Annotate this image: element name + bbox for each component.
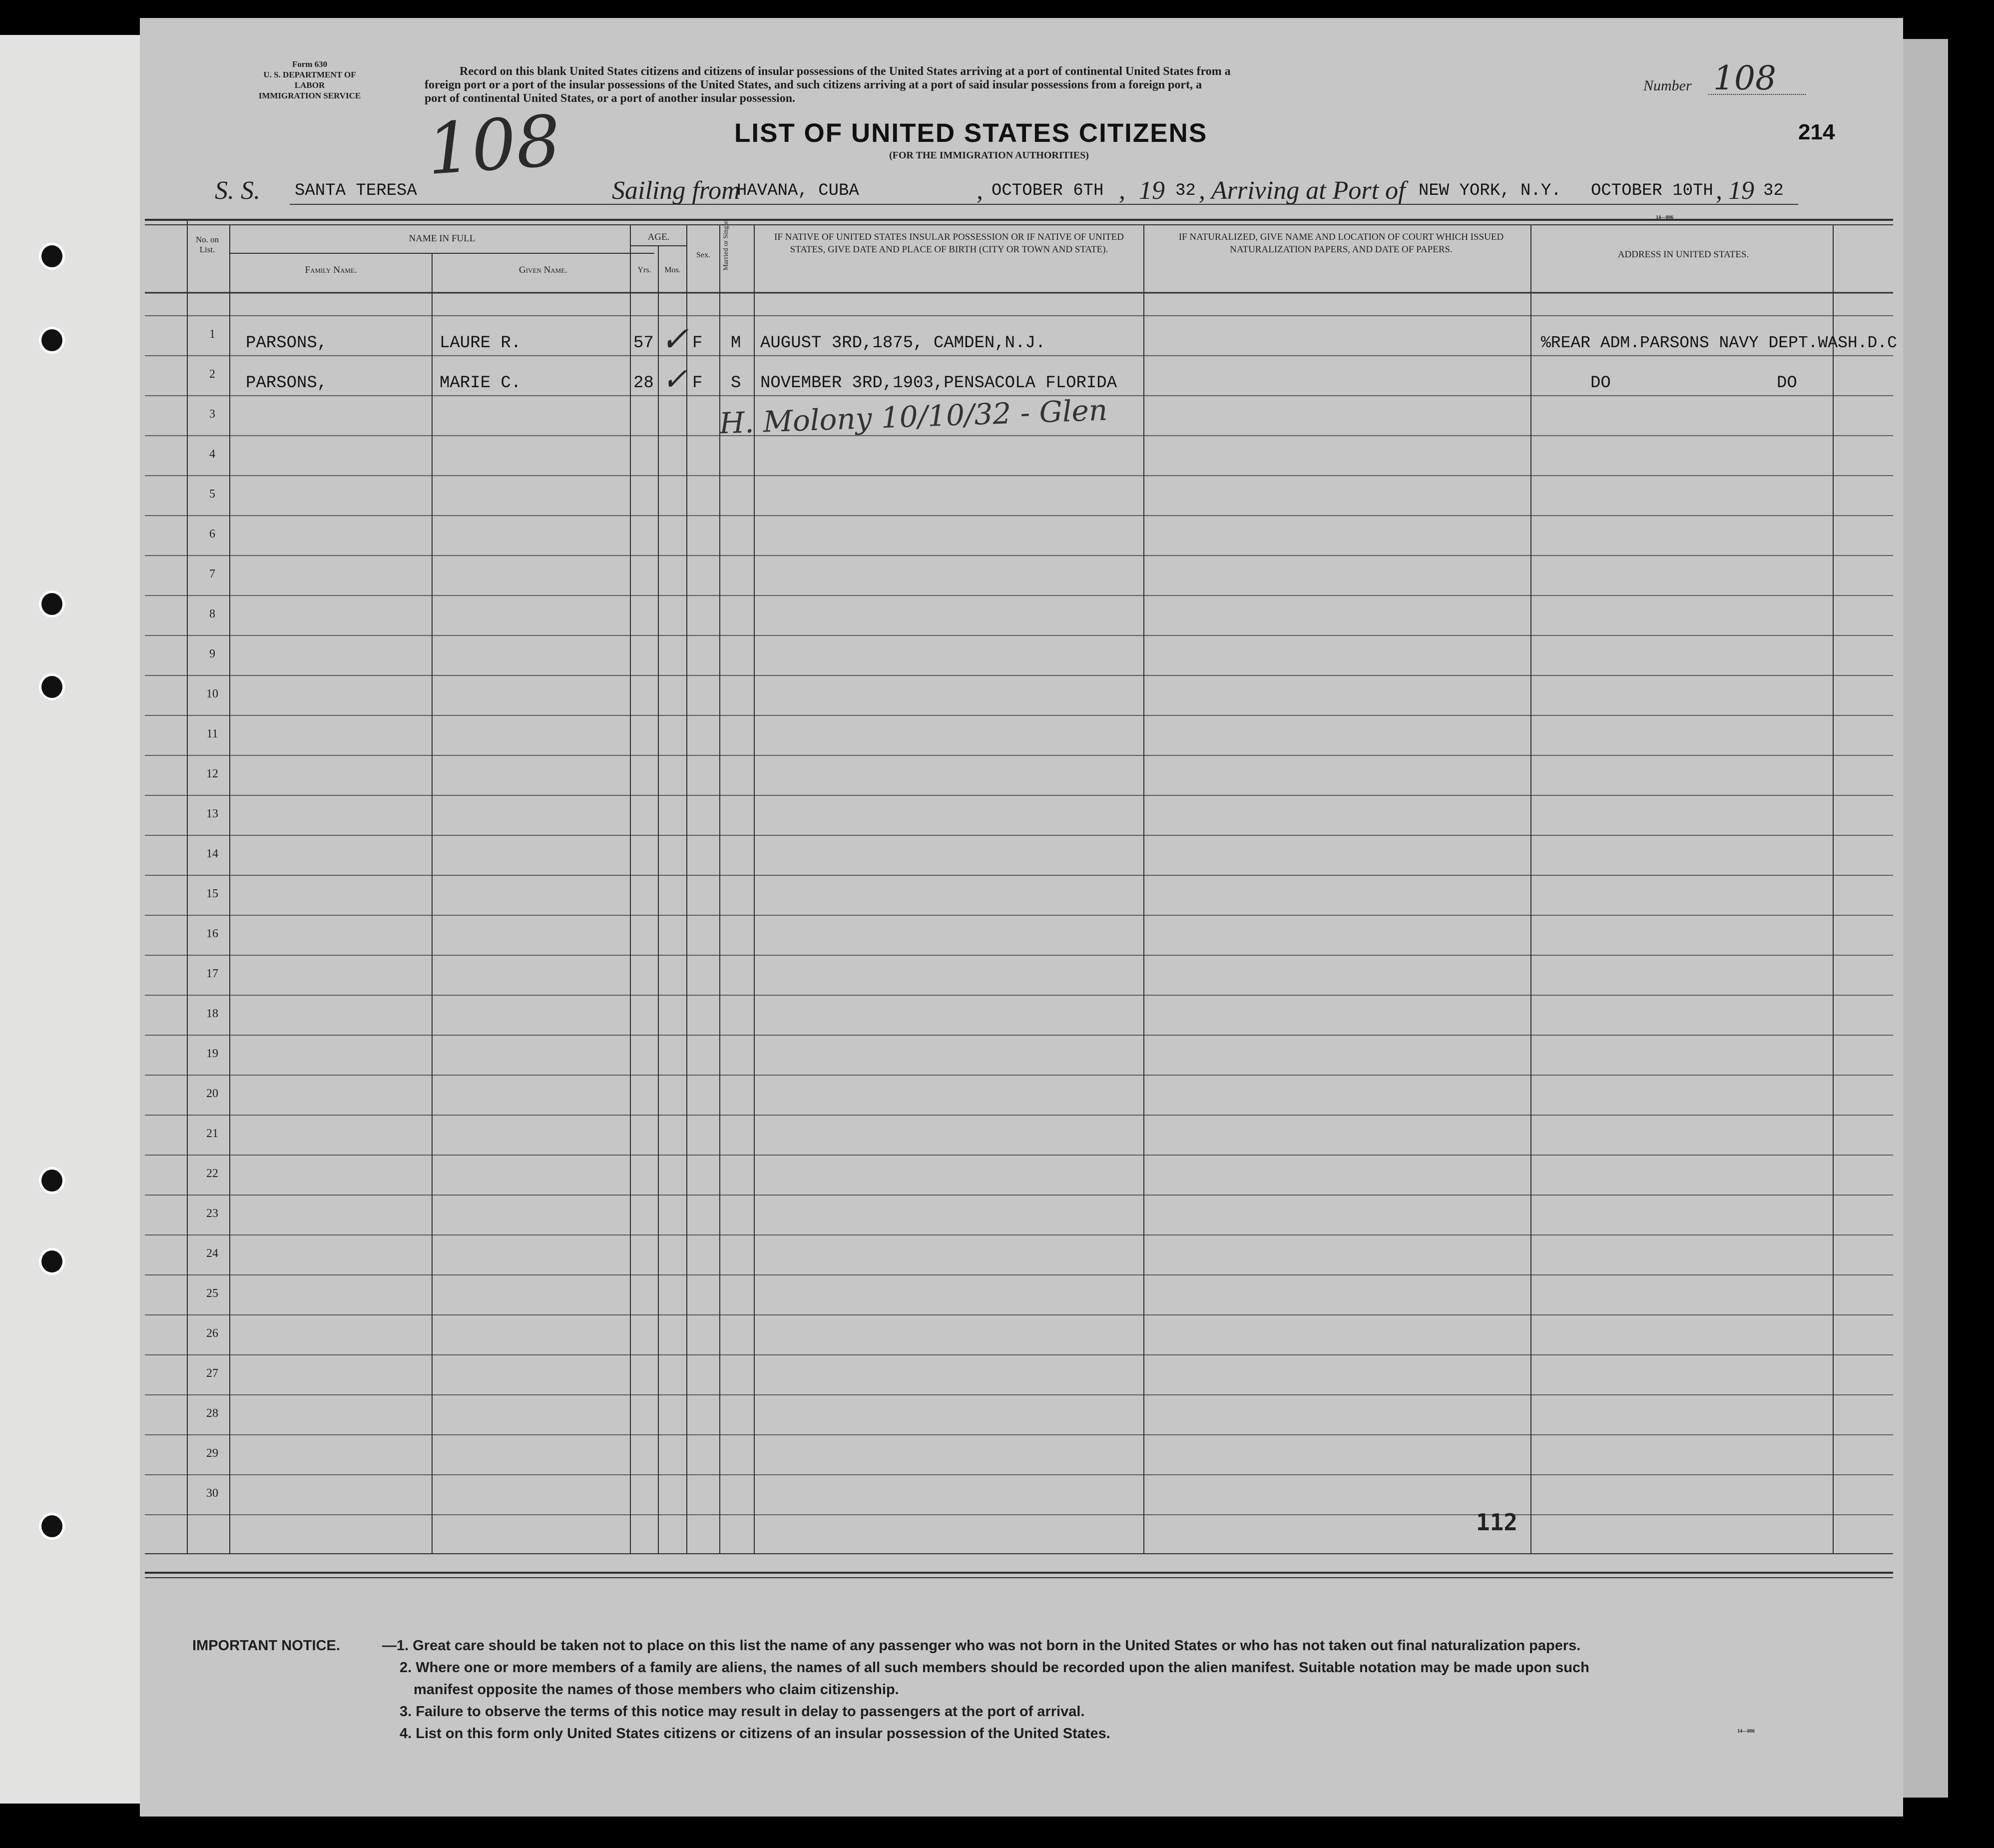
row-number: 14 [206,847,218,860]
notice-heading: IMPORTANT NOTICE. [192,1638,340,1654]
col-header-no: No. on List. [195,235,219,254]
passenger-2-address-do: DO [1590,374,1611,393]
passenger-1-yrs: 57 [633,334,654,353]
passenger-2-status: S [731,374,741,393]
row-number: 9 [209,647,215,660]
col-header-address: ADDRESS IN UNITED STATES. [1617,249,1749,260]
col-header-yrs: Yrs. [637,266,651,274]
arrival-year: 32 [1763,181,1784,200]
from-port: HAVANA, CUBA [737,181,859,200]
notice-item-2: 2. Where one or more members of a family are aliens, the names of all such members should be recorded upon the alien manifest. Suitable notation may be made upon such [400,1660,1589,1676]
passenger-2-address-do-right: DO [1777,374,1797,393]
row-number: 25 [206,1287,218,1300]
row-number: 17 [206,967,218,980]
row-number: 27 [206,1367,218,1380]
ss-label: S. S. [215,176,260,205]
passenger-2-given: MARIE C. [440,374,521,393]
passenger-2-birth: NOVEMBER 3RD,1903,PENSACOLA FLORIDA [760,374,1117,393]
stamp-number: 112 [1476,1509,1518,1536]
row-number: 3 [209,408,215,421]
handwritten-number: 108 [424,100,563,191]
row-number: 23 [206,1207,218,1220]
departure-year-prefix: 19 [1139,176,1165,205]
notice-item-1: —1. Great care should be taken not to place on this list the name of any passenger who was not born in the United States or who has not taken out final naturalization papers. [382,1638,1581,1654]
row-number: 11 [206,727,218,740]
row-number: 30 [206,1487,218,1500]
form-id: Form 630 U. S. DEPARTMENT OF LABOR IMMIGRATION SERVICE [258,59,361,100]
page-title: LIST OF UNITED STATES CITIZENS [734,118,1208,148]
row-number: 4 [209,448,215,461]
footer-code: 14—806 [1737,1729,1755,1734]
row-number: 18 [206,1007,218,1020]
page-number: 214 [1798,120,1835,144]
row-number: 29 [206,1447,218,1460]
row-number: 19 [206,1047,218,1060]
passenger-2-check: ✓ [662,361,688,397]
number-value: 108 [1713,59,1776,97]
arrival-year-prefix: 19 [1728,176,1754,205]
sailing-label: Sailing from [612,176,740,205]
row-number: 24 [206,1247,218,1260]
passenger-2-family: PARSONS, [246,374,328,393]
notice-item-4: 4. List on this form only United States citizens or citizens of an insular possession of the United States. [400,1726,1110,1742]
col-header-name: NAME IN FULL [409,233,476,244]
row-number: 10 [206,687,218,700]
row-number: 26 [206,1327,218,1340]
passenger-1-birth: AUGUST 3RD,1875, CAMDEN,N.J. [760,334,1046,353]
col-header-naturalized: IF NATURALIZED, GIVE NAME AND LOCATION OF COURT WHICH ISSUED NATURALIZATION PAPERS, AND DATE OF PAPERS. [1178,232,1504,255]
page-subtitle: (FOR THE IMMIGRATION AUTHORITIES) [889,150,1089,161]
row-number: 6 [209,528,215,541]
col-header-family: Family Name. [305,265,357,275]
col-header-mos: Mos. [664,266,681,274]
row-number: 12 [206,767,218,780]
row-number: 7 [209,568,215,581]
row-number: 16 [206,927,218,940]
row-number: 13 [206,807,218,820]
col-header-given: Given Name. [519,265,567,275]
row-number: 21 [206,1127,218,1140]
form-instructions: Record on this blank United States citizens and citizens of insular possessions of the United States arriving at a port of continental United States from a foreign port or a port of the insular possessions of the United States, and such citizens arriving at a port of said insular possessions from a foreign port, a port of continental United States, or a port of another insular possession. [425,65,1231,105]
notice-item-2-cont: manifest opposite the names of those members who claim citizenship. [414,1682,899,1698]
row-number: 15 [206,887,218,900]
passenger-1-given: LAURE R. [440,334,521,353]
row-number: 20 [206,1087,218,1100]
col-header-age: AGE. [647,232,670,242]
col-header-sex: Sex. [696,251,710,259]
passenger-1-check: ✓ [660,320,689,359]
print-code: 14—806 [1656,215,1673,220]
row-number: 1 [209,328,215,341]
notice-item-3: 3. Failure to observe the terms of this notice may result in delay to passengers at the port of arrival. [400,1704,1085,1720]
handwritten-annotation: H. Molony 10/10/32 - Glen [719,393,1108,441]
passenger-1-address: %REAR ADM.PARSONS NAVY DEPT.WASH.D.C [1541,334,1897,352]
row-number: 5 [209,488,215,501]
row-number: 8 [209,608,215,620]
row-number: 28 [206,1407,218,1420]
passenger-1-status: M [731,334,741,353]
ship-name: SANTA TERESA [295,181,417,200]
passenger-2-sex: F [692,374,703,393]
passenger-1-family: PARSONS, [246,334,328,353]
number-label: Number [1643,77,1692,94]
arrival-port: NEW YORK, N.Y. [1419,181,1561,200]
arrival-date: OCTOBER 10TH [1591,181,1713,200]
row-number: 22 [206,1167,218,1180]
col-header-native: IF NATIVE OF UNITED STATES INSULAR POSSESSION OR IF NATIVE OF UNITED STATES, GIVE DATE AND PLACE OF BIRTH (CITY OR TOWN AND STATE). [774,232,1124,255]
departure-year: 32 [1175,181,1196,200]
arriving-label: Arriving at Port of [1211,176,1406,205]
passenger-2-yrs: 28 [633,374,654,393]
col-header-married: Married or Single. [722,219,730,271]
departure-date: OCTOBER 6TH [992,181,1104,200]
row-number: 2 [209,368,215,381]
passenger-1-sex: F [692,334,703,353]
